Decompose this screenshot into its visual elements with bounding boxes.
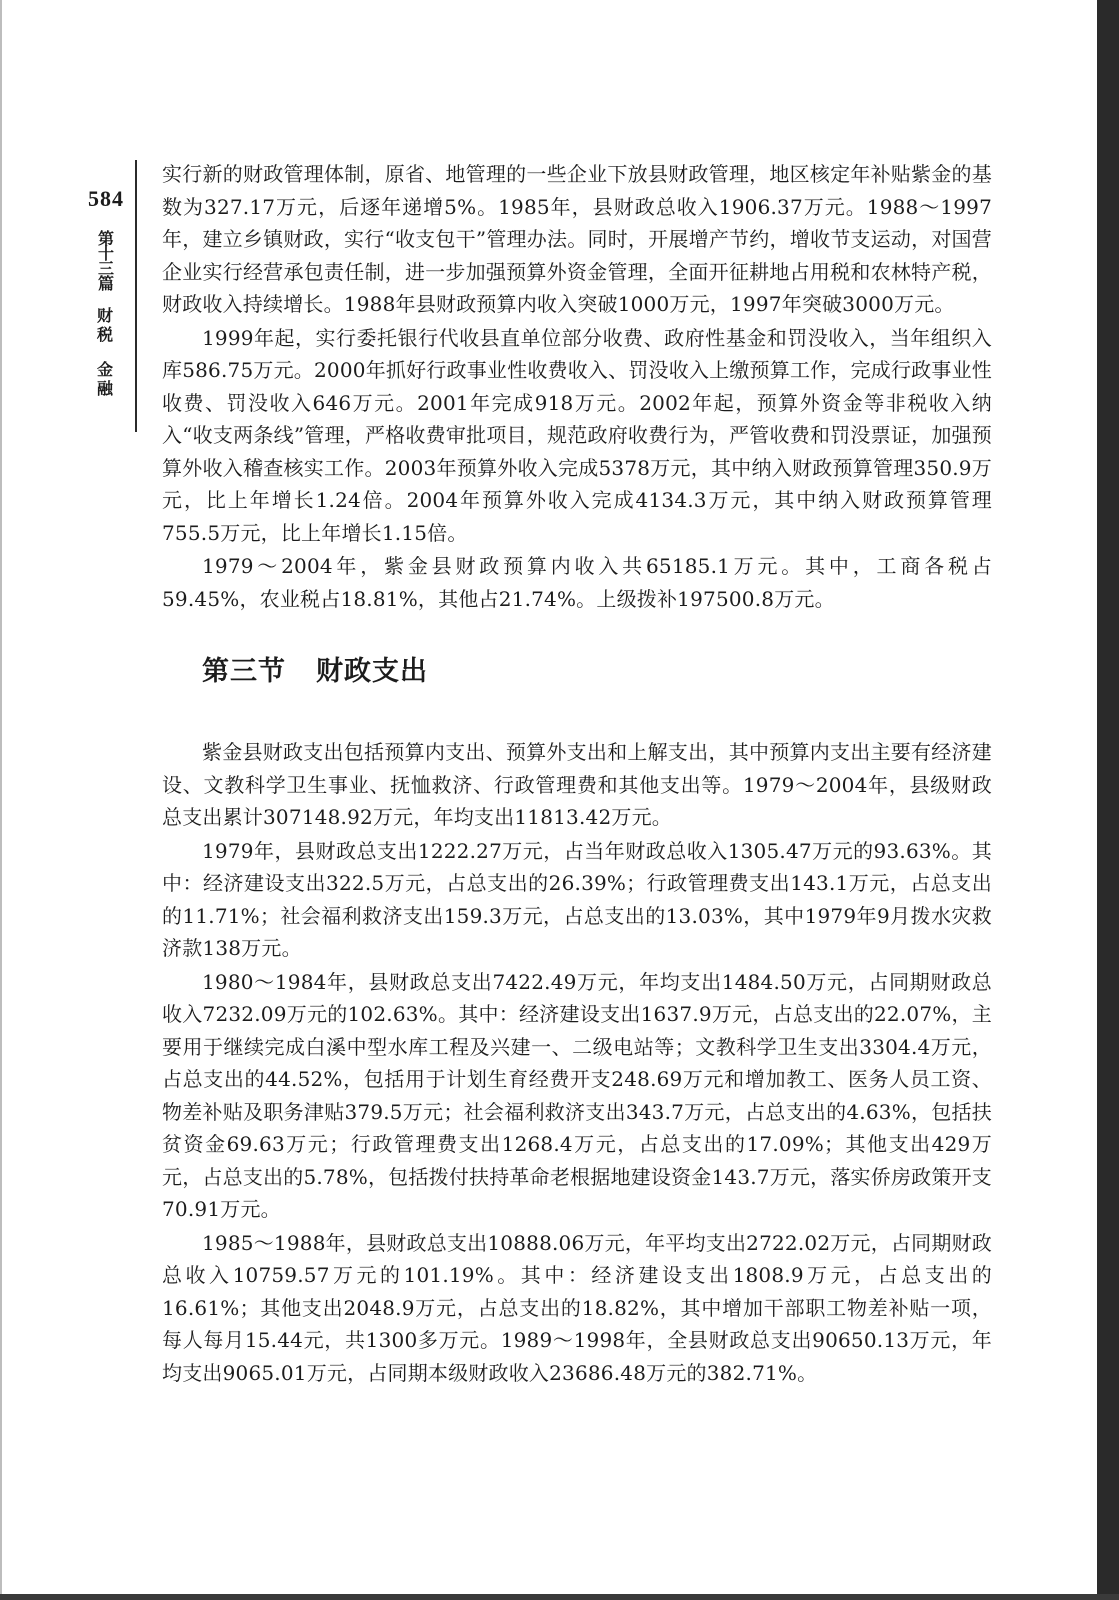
paragraph: 1980～1984年，县财政总支出7422.49万元，年均支出1484.50万元，占同期财政总收入7232.09万元的102.63%。其中：经济建设支出1637.9万元，占总支出的22.07%，主要用于继续完成白溪中型水库工程及兴建一、二级电站等；文教科学卫生支出3304.4万元，占总支出的44.52%，包括用于计划生育经费开支248.69万元和增加教工、医务人员工资、物差补贴及职务津贴379.5万元；社会福利救济支出343.7万元，占总支出的4.63%，包括扶贫资金69.63万元；行政管理费支出1268.4万元，占总支出的17.09%；其他支出429万元，占总支出的5.78%，包括拨付扶持革命老根据地建设资金143.7万元，落实侨房政策开支70.91万元。 [162, 969, 992, 1221]
running-head-chapter: 第十三篇 [95, 230, 115, 290]
section-title: 财政支出 [316, 656, 428, 687]
section-number: 第三节 [202, 656, 286, 687]
scan-edge-right [1097, 0, 1119, 1600]
scan-edge-left [0, 0, 2, 1600]
body-text [162, 158, 992, 1389]
section-heading [202, 649, 992, 688]
page-number: 584 [88, 186, 124, 211]
running-head-subtitle-1: 金 [96, 360, 113, 379]
paragraph: 紫金县财政支出包括预算内支出、预算外支出和上解支出，其中预算内支出主要有经济建设、文教科学卫生事业、抚恤救济、行政管理费和其他支出等。1979～2004年，县级财政总支出累计307148.92万元，年均支出11813.42万元。 [162, 740, 992, 829]
paragraph: 1979～2004年，紫金县财政预算内收入共65185.1万元。其中，工商各税占59.45%，农业税占18.81%，其他占21.74%。上级拨补197500.8万元。 [162, 554, 992, 611]
running-head-title-1: 财 [96, 306, 113, 325]
paragraph: 1999年起，实行委托银行代收县直单位部分收费、政府性基金和罚没收入，当年组织入库586.75万元。2000年抓好行政事业性收费收入、罚没收入上缴预算工作，完成行政事业性收费、罚没收入646万元。2001年完成918万元。2002年起，预算外资金等非税收入纳入“收支两条线”管理，严格收费审批项目，规范政府收费行为，严管收费和罚没票证，加强预算外收入稽查核实工作。2003年预算外收入完成5378万元，其中纳入财政预算管理350.9万元，比上年增长1.24倍。2004年预算外收入完成4134.3万元，其中纳入财政预算管理755.5万元，比上年增长1.15倍。 [162, 325, 992, 545]
running-head [92, 230, 118, 398]
paragraph: 1979年，县财政总支出1222.27万元，占当年财政总收入1305.47万元的93.63%。其中：经济建设支出322.5万元，占总支出的26.39%；行政管理费支出143.1万元，占总支出的11.71%；社会福利救济支出159.3万元，占总支出的13.03%，其中1979年9月拨水灾救济款138万元。 [162, 838, 992, 960]
scan-edge-bottom [0, 1594, 1119, 1600]
paragraph: 1985～1988年，县财政总支出10888.06万元，年平均支出2722.02万元，占同期财政总收入10759.57万元的101.19%。其中：经济建设支出1808.9万元，占总支出的16.61%；其他支出2048.9万元，占总支出的18.82%，其中增加干部职工物差补贴一项，每人每月15.44元，共1300多万元。1989～1998年，全县财政总支出90650.13万元，年均支出9065.01万元，占同期本级财政收入23686.48万元的382.71%。 [162, 1230, 992, 1385]
paragraph: 实行新的财政管理体制，原省、地管理的一些企业下放县财政管理，地区核定年补贴紫金的基数为327.17万元，后逐年递增5%。1985年，县财政总收入1906.37万元。1988～1997年，建立乡镇财政，实行“收支包干”管理办法。同时，开展增产节约，增收节支运动，对国营企业实行经营承包责任制，进一步加强预算外资金管理，全面开征耕地占用税和农林特产税，财政收入持续增长。1988年县财政预算内收入突破1000万元，1997年突破3000万元。 [162, 162, 992, 316]
margin-rule [135, 160, 137, 432]
running-head-title-2: 税 [96, 325, 113, 344]
running-head-subtitle-2: 融 [96, 379, 113, 398]
